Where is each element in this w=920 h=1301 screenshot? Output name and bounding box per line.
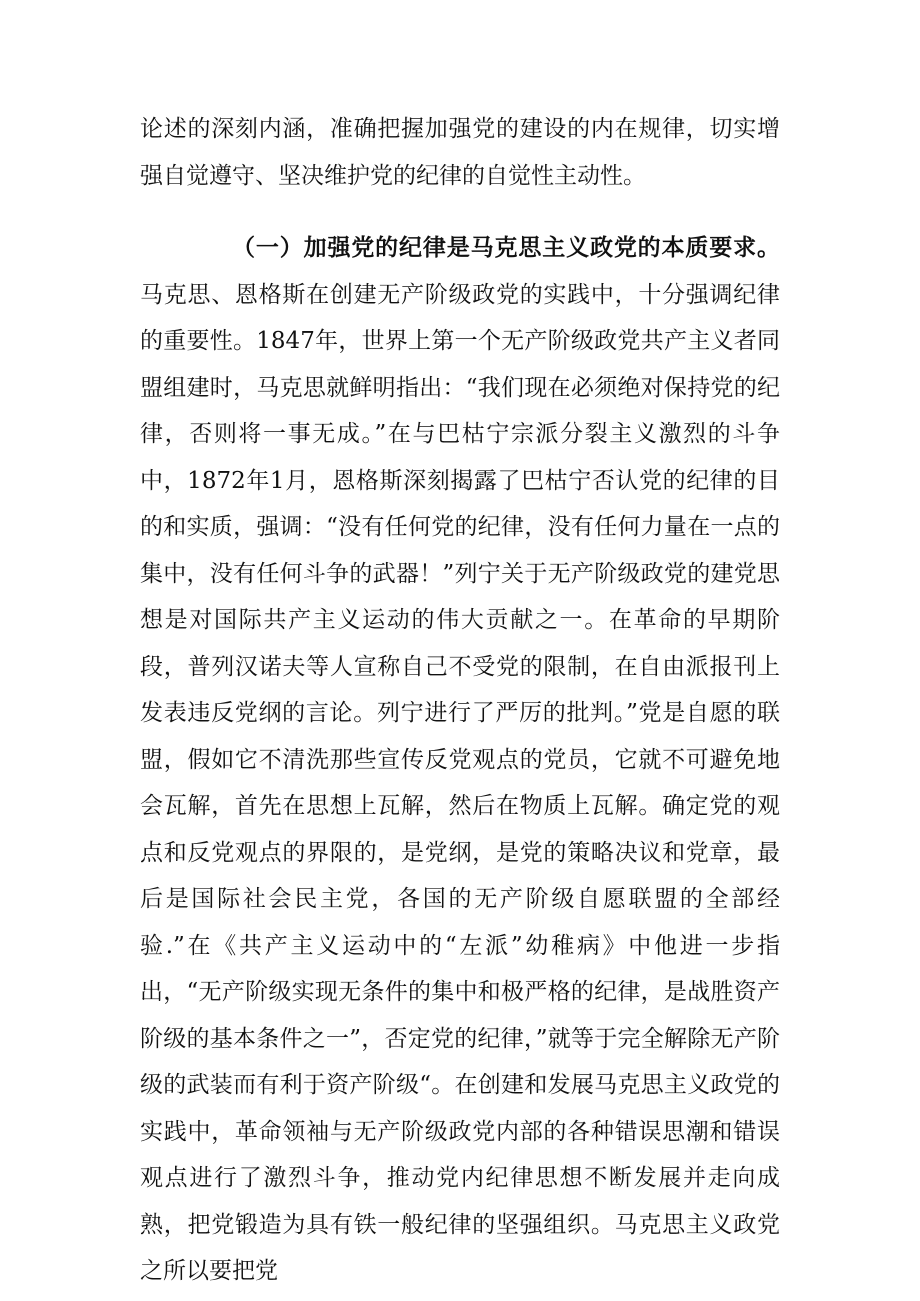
intro-paragraph: 论述的深刻内涵，准确把握加强党的建设的内在规律，切实增强自觉遵守、坚决维护党的纪律的自觉性主动性。 — [140, 116, 780, 189]
section-paragraph — [140, 225, 780, 1295]
section-body: 马克思、恩格斯在创建无产阶级政党的实践中，十分强调纪律的重要性。1847年，世界上第一个无产阶级政党共产主义者同盟组建时，马克思就鲜明指出：“我们现在必须绝对保持党的纪律，否则将一事无成。”在与巴枯宁宗派分裂主义激烈的斗争中，1872年1月，恩格斯深刻揭露了巴枯宁否认党的纪律的目的和实质，强调：“没有任何党的纪律，没有任何力量在一点的集中，没有任何斗争的武器！”列宁关于无产阶级政党的建党思想是对国际共产主义运动的伟大贡献之一。在革命的早期阶段，普列汉诺夫等人宣称自己不受党的限制，在自由派报刊上发表违反党纲的言论。列宁进行了严厉的批判。”党是自愿的联盟，假如它不清洗那些宣传反党观点的党员，它就不可避免地会瓦解，首先在思想上瓦解，然后在物质上瓦解。确定党的观点和反党观点的界限的，是党纲，是党的策略决议和党章，最后是国际社会民主党，各国的无产阶级自愿联盟的全部经验.”在《共产主义运动中的“左派”幼稚病》中他进一步指出，“无产阶级实现无条件的集中和极严格的纪律，是战胜资产阶级的基本条件之一”，否定党的纪律，”就等于完全解除无产阶级的武装而有利于资产阶级“。在创建和发展马克思主义政党的实践中，革命领袖与无产阶级政党内部的各种错误思潮和错误观点进行了激烈斗争，推动党内纪律思想不断发展并走向成熟，把党锻造为具有铁一般纪律的坚强组织。马克思主义政党之所以要把党 — [140, 281, 780, 1284]
section-heading: （一）加强党的纪律是马克思主义政党的本质要求。 — [232, 234, 780, 261]
